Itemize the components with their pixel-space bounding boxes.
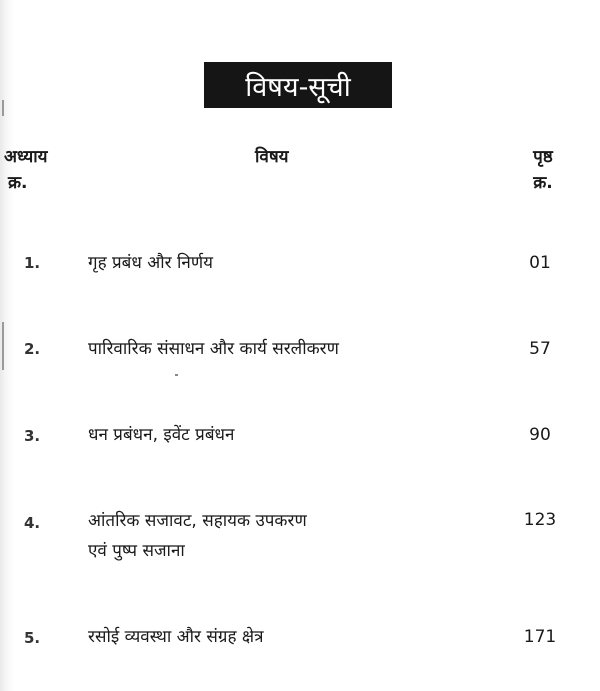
header-chapter-line-2: क्र. (8, 173, 28, 193)
row-number: 1. (24, 254, 41, 272)
header-page-number (508, 144, 578, 196)
row-page: 171 (523, 627, 557, 647)
row-subject-line: आंतरिक सजावट, सहायक उपकरण (88, 511, 307, 531)
row-subject-line: धन प्रबंधन, इवेंट प्रबंधन (88, 425, 235, 445)
row-subject-line: गृह प्रबंध और निर्णय (88, 253, 213, 273)
row-subject (88, 248, 468, 278)
header-chapter-line-1: अध्याय (4, 147, 48, 167)
header-subject (255, 144, 345, 170)
row-number: 2. (24, 340, 41, 358)
header-page-line-2: क्र. (533, 173, 553, 193)
row-page: 123 (523, 510, 557, 530)
page-title-text: विषय-सूची (245, 71, 351, 103)
row-subject (88, 334, 468, 364)
row-number: 3. (24, 427, 41, 445)
scan-edge-mark (2, 322, 4, 370)
row-subject (88, 506, 468, 566)
row-subject-line: पारिवारिक संसाधन और कार्य सरलीकरण (88, 339, 339, 359)
header-subject-text: विषय (255, 147, 289, 167)
row-subject (88, 622, 468, 652)
page-title (204, 62, 392, 108)
row-number: 5. (24, 629, 41, 647)
row-page: 90 (529, 425, 551, 445)
row-subject (88, 420, 468, 450)
header-chapter-number (4, 144, 84, 196)
scan-speck (175, 374, 178, 376)
row-number: 4. (24, 514, 41, 532)
row-subject-line: एवं पुष्प सजाना (88, 541, 185, 561)
row-page: 57 (529, 339, 551, 359)
scan-edge-mark (2, 100, 4, 116)
header-page-line-1: पृष्ठ (533, 147, 553, 167)
row-page: 01 (529, 253, 551, 273)
row-subject-line: रसोई व्यवस्था और संग्रह क्षेत्र (88, 627, 264, 647)
